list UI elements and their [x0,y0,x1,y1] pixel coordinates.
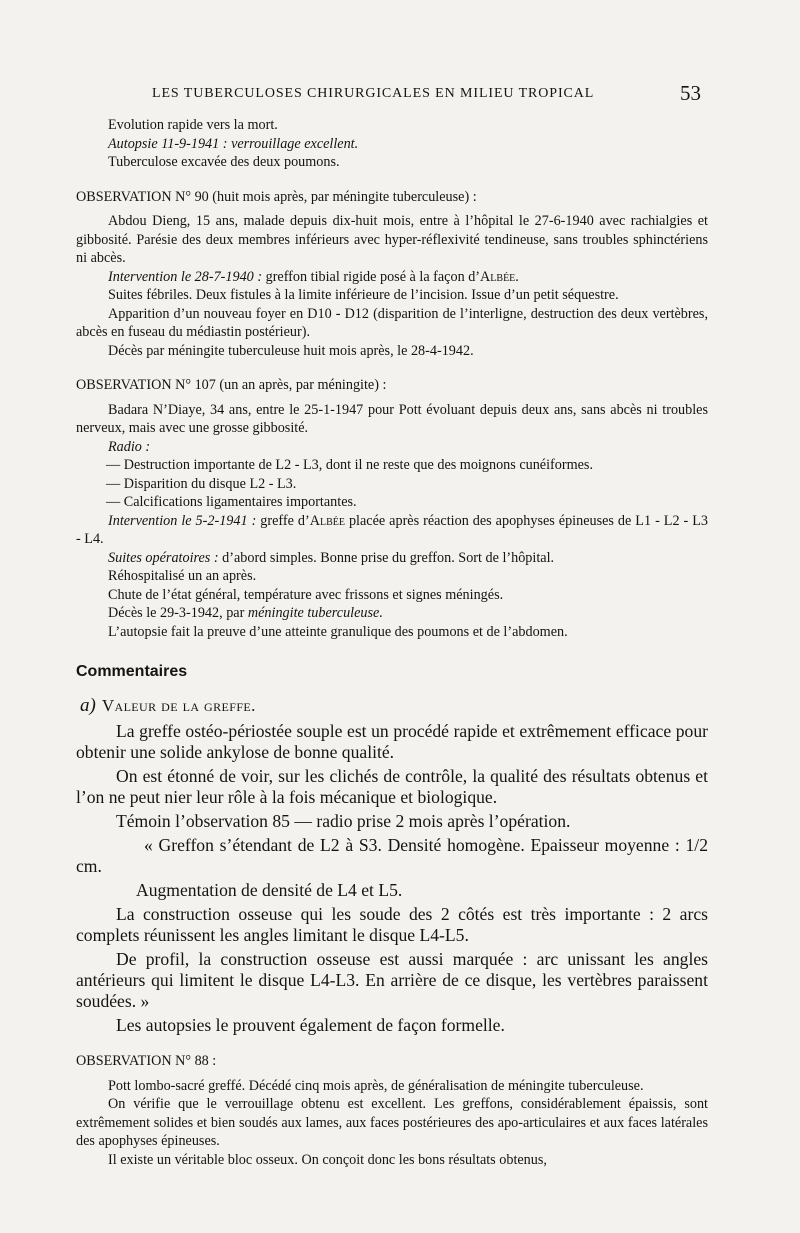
radio-item: — Disparition du disque L2 - L3. [106,475,297,492]
comment-paragraph: Les autopsies le prouvent également de façon formelle. [116,1015,505,1035]
intervention-label: Intervention le 5-2-1941 : [108,512,257,529]
observation-90-apparition: Apparition d’un nouveau foyer en D10 - D12 (disparition de l’interligne, destruction des deux vertèbres, abcès en fuseau du médiastin postérieur). [76,305,708,340]
observation-107-deces [76,604,708,623]
observation-107-chute: Chute de l’état général, température avec frissons et signes méningés. [108,586,504,603]
observation-107-rehospitalise: Réhospitalisé un an après. [108,568,257,584]
intervention-label: Intervention le 28-7-1940 : [108,268,263,285]
observation-90-title: OBSERVATION N° 90 (huit mois après, par méningite tuberculeuse) : [76,188,477,205]
comment-paragraph: La greffe ostéo-périostée souple est un procédé rapide et extrêmement efficace pour obtenir une solide ankylose de bonne qualité. [76,721,708,762]
intervention-text: greffe d’ [256,512,310,529]
quote-paragraph: La construction osseuse qui les soude des 2 côtés est très importante : 2 arcs complets réunissent les angles limitant le disque L4-L5. [76,904,708,945]
observation-88-bloc: Il existe un véritable bloc osseux. On conçoit donc les bons résultats obtenus, [108,1151,547,1168]
observation-90 [76,188,708,361]
section-heading: Commentaires [76,663,188,680]
radio-item: — Calcifications ligamentaires importantes. [106,494,357,510]
quote-paragraph: « Greffon s’étendant de L2 à S3. Densité homogène. Epaisseur moyenne : 1/2 cm. [76,835,708,876]
albee-name: Albée [309,512,345,529]
suites-text: d’abord simples. Bonne prise du greffon. Sort de l’hôpital. [218,549,555,566]
intro-line-evolution: Evolution rapide vers la mort. [108,117,278,133]
observation-90-suites: Suites fébriles. Deux fistules à la limite inférieure de l’incision. Issue d’un petit séquestre. [108,287,619,303]
observation-90-intervention: Intervention le 28-7-1940 : greffon tibial rigide posé à la façon d’Albée. [108,268,519,285]
observation-88-verification: On vérifie que le verrouillage obtenu est excellent. Les greffons, considérablement épaissis, sont extrêmement solides et bien soudés aux lames, aux faces postérieures des apo-articulaires et aux faces latérales des apophyses épineuses. [76,1096,708,1149]
quote-paragraph: De profil, la construction osseuse est aussi marquée : arc unissant les angles antérieurs qui limitent le disque L4-L3. En arrière de ce disque, les vertèbres paraissent soudées. » [76,949,708,1011]
observation-107-case: Badara N’Diaye, 34 ans, entre le 25-1-1947 pour Pott évoluant depuis deux ans, sans abcès ni troubles nerveux, mais avec une grosse gibbosité. [76,401,708,436]
observation-88-title: OBSERVATION N° 88 : [76,1053,217,1069]
observation-88-case: Pott lombo-sacré greffé. Décédé cinq mois après, de généralisation de méningite tuberculeuse. [108,1077,644,1094]
observation-107 [76,376,708,641]
running-title: LES TUBERCULOSES CHIRURGICALES EN MILIEU TROPICAL [152,86,595,101]
intro-line-autopsie: Autopsie 11-9-1941 : verrouillage excellent. [108,135,359,152]
observation-90-case: Abdou Dieng, 15 ans, malade depuis dix-huit mois, entre à l’hôpital le 27-6-1940 avec rachialgies et gibbosité. Parésie des deux membres inférieurs avec hyper-réflexivité tendineuse, sans troubles sphinctériens ni abcès. [76,213,708,266]
observation-107-suites [76,549,708,568]
intervention-text: greffon tibial rigide posé à la façon d’ [262,268,481,285]
observation-90-deces: Décès par méningite tuberculeuse huit mois après, le 28-4-1942. [108,342,474,359]
quote-paragraph: Augmentation de densité de L4 et L5. [136,880,403,900]
subsection-letter: a) [80,695,96,716]
radio-item: — Destruction importante de L2 - L3, dont il ne reste que des moignons cunéiformes. [106,457,593,473]
intro-line-tuberculose: Tuberculose excavée des deux poumons. [108,154,340,170]
comment-paragraph: On est étonné de voir, sur les clichés de contrôle, la qualité des résultats obtenus et l’on ne peut nier leur rôle à la fois mécanique et biologique. [76,766,708,807]
albee-name: Albée [480,268,516,285]
observation-107-autopsie: L’autopsie fait la preuve d’une atteinte granulique des poumons et de l’abdomen. [108,623,568,640]
deces-text: Décès le 29-3-1942, par [108,605,248,621]
comment-paragraph: Témoin l’observation 85 — radio prise 2 mois après l’opération. [116,811,571,831]
deces-cause: méningite tuberculeuse. [247,605,383,621]
page-body [76,116,708,1169]
observation-107-intervention [76,512,708,549]
observation-88 [76,1052,708,1169]
suites-label: Suites opératoires : [108,549,219,566]
page-header [0,81,800,108]
observation-107-title: OBSERVATION N° 107 (un an après, par méningite) : [76,377,387,393]
radio-label: Radio : [108,438,151,455]
page-number: 53 [680,81,701,105]
intervention-text: placée après réaction des apophyses épineuses de L1 - L2 - L3 - L4. [76,512,709,547]
subsection-heading [80,695,708,717]
subsection-title: Valeur de la greffe. [101,696,256,715]
comments-section [76,663,708,1036]
